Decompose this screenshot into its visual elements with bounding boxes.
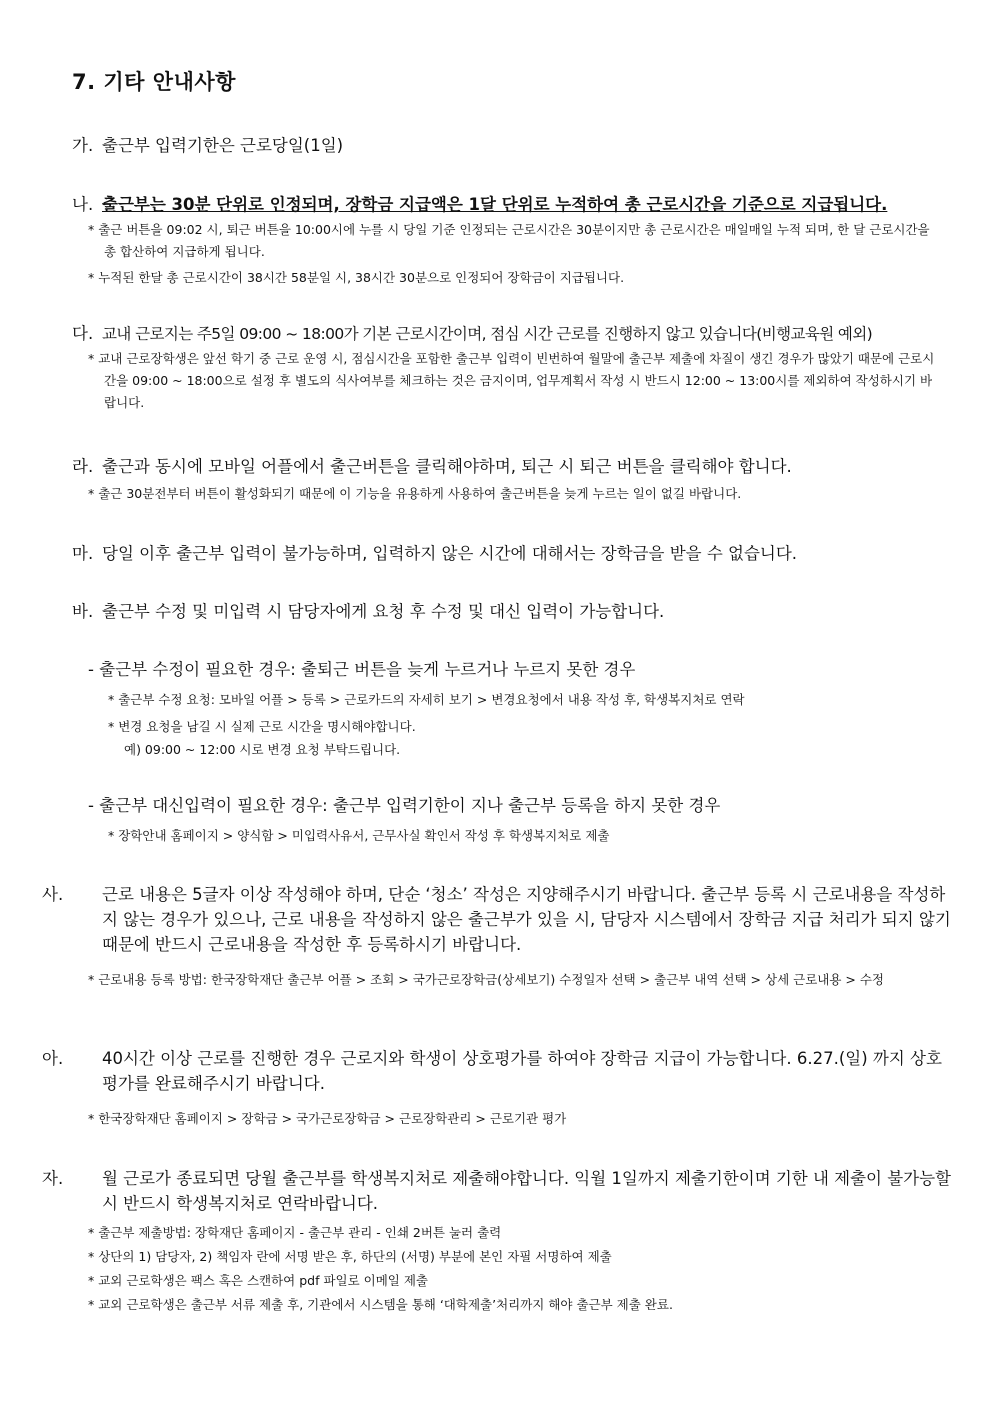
section-marker: 아. bbox=[42, 1049, 64, 1068]
subsection-proxy-input: - 출근부 대신입력이 필요한 경우: 출근부 입력기한이 지나 출근부 등록을 하지 못한 경우 bbox=[88, 796, 721, 815]
section-da bbox=[72, 321, 924, 347]
section-text: 출근과 동시에 모바일 어플에서 출근버튼을 클릭해야하며, 퇴근 시 퇴근 버튼을 클릭해야 합니다. bbox=[102, 457, 792, 476]
section-marker: 나. bbox=[72, 195, 94, 214]
section-ga bbox=[72, 133, 924, 158]
section-na bbox=[72, 192, 924, 217]
section-text-emphasis: 출근부는 30분 단위로 인정되며, 장학금 지급액은 1달 단위로 누적하여 총 근로시간을 기준으로 지급됩니다. bbox=[102, 195, 888, 214]
note: * 출근부 제출방법: 장학재단 홈페이지 - 출근부 관리 - 인쇄 2버튼 눌러 출력 bbox=[88, 1225, 502, 1240]
section-text: 교내 근로지는 주5일 09:00 ~ 18:00가 기본 근로시간이며, 점심 시간 근로를 진행하지 않고 있습니다(비행교육원 예외) bbox=[102, 325, 873, 343]
section-ra bbox=[72, 454, 924, 479]
section-text: 근로 내용은 5글자 이상 작성해야 하며, 단순 ‘청소’ 작성은 지양해주시기 바랍니다. 출근부 등록 시 근로내용을 작성하지 않는 경우가 있으나, 근로 내용을 작성하지 않은 출근부가 있을 시, 담당자 시스템에서 장학금 지급 처리가 되지 않기 때문에 반드시 근로내용을 작성한 후 등록하시기 바랍니다. bbox=[102, 885, 951, 954]
note: * 장학안내 홈페이지 > 양식함 > 미입력사유서, 근무사실 확인서 작성 후 학생복지처로 제출 bbox=[108, 828, 610, 843]
section-marker: 다. bbox=[72, 324, 94, 343]
note: * 교내 근로장학생은 앞선 학기 중 근로 운영 시, 점심시간을 포함한 출근부 입력이 빈번하여 월말에 출근부 제출에 차질이 생긴 경우가 많았기 때문에 근로시간을 09:00 ~ 18:00으로 설정 후 별도의 식사여부를 체크하는 것은 금지이며, 업무계획서 작성 시 반드시 12:00 ~ 13:00시를 제외하여 작성하시기 바랍니다. bbox=[88, 351, 935, 410]
note: * 근로내용 등록 방법: 한국장학재단 출근부 어플 > 조회 > 국가근로장학금(상세보기) 수정일자 선택 > 출근부 내역 선택 > 상세 근로내용 > 수정 bbox=[88, 972, 885, 987]
section-marker: 라. bbox=[72, 457, 94, 476]
section-marker: 바. bbox=[72, 602, 94, 621]
section-marker: 가. bbox=[72, 136, 94, 155]
section-a bbox=[42, 1046, 954, 1096]
section-text: 출근부 수정 및 미입력 시 담당자에게 요청 후 수정 및 대신 입력이 가능합니다. bbox=[102, 602, 665, 621]
page-title: 7. 기타 안내사항 bbox=[72, 70, 236, 94]
section-text: 출근부 입력기한은 근로당일(1일) bbox=[102, 136, 344, 155]
note: * 출근부 수정 요청: 모바일 어플 > 등록 > 근로카드의 자세히 보기 > 변경요청에서 내용 작성 후, 학생복지처로 연락 bbox=[108, 692, 745, 707]
note: * 출근 30분전부터 버튼이 활성화되기 때문에 이 기능을 유용하게 사용하여 출근버튼을 늦게 누르는 일이 없길 바랍니다. bbox=[88, 486, 742, 501]
section-ba bbox=[72, 599, 924, 624]
note: * 변경 요청을 남길 시 실제 근로 시간을 명시해야합니다. bbox=[108, 719, 416, 734]
example-text: 예) 09:00 ~ 12:00 시로 변경 요청 부탁드립니다. bbox=[124, 742, 401, 757]
subsection-edit: - 출근부 수정이 필요한 경우: 출퇴근 버튼을 늦게 누르거나 누르지 못한 경우 bbox=[88, 660, 636, 679]
section-ma bbox=[72, 541, 924, 566]
section-marker: 사. bbox=[42, 885, 64, 904]
section-sa bbox=[42, 882, 954, 957]
note: * 교외 근로학생은 팩스 혹은 스캔하여 pdf 파일로 이메일 제출 bbox=[88, 1273, 429, 1288]
section-text: 월 근로가 종료되면 당월 출근부를 학생복지처로 제출해야합니다. 익월 1일까지 제출기한이며 기한 내 제출이 불가능할 시 반드시 학생복지처로 연락바랍니다. bbox=[102, 1169, 951, 1213]
note: * 교외 근로학생은 출근부 서류 제출 후, 기관에서 시스템을 통해 ‘대학제출’처리까지 해야 출근부 제출 완료. bbox=[88, 1297, 673, 1312]
section-marker: 마. bbox=[72, 544, 94, 563]
section-text: 당일 이후 출근부 입력이 불가능하며, 입력하지 않은 시간에 대해서는 장학금을 받을 수 없습니다. bbox=[102, 544, 798, 563]
section-text: 40시간 이상 근로를 진행한 경우 근로지와 학생이 상호평가를 하여야 장학금 지급이 가능합니다. 6.27.(일) 까지 상호평가를 완료해주시기 바랍니다. bbox=[102, 1049, 942, 1093]
note: * 출근 버튼을 09:02 시, 퇴근 버튼을 10:00시에 누를 시 당일 기준 인정되는 근로시간은 30분이지만 총 근로시간은 매일매일 누적 되며, 한 달 근로시간을 총 합산하여 지급하게 됩니다. bbox=[88, 222, 930, 259]
note: * 한국장학재단 홈페이지 > 장학금 > 국가근로장학금 > 근로장학관리 > 근로기관 평가 bbox=[88, 1111, 567, 1126]
section-ja bbox=[42, 1166, 954, 1216]
section-marker: 자. bbox=[42, 1169, 64, 1188]
note: * 상단의 1) 담당자, 2) 책임자 란에 서명 받은 후, 하단의 (서명) 부분에 본인 자필 서명하여 제출 bbox=[88, 1249, 612, 1264]
note: * 누적된 한달 총 근로시간이 38시간 58분일 시, 38시간 30분으로 인정되어 장학금이 지급됩니다. bbox=[88, 270, 625, 285]
